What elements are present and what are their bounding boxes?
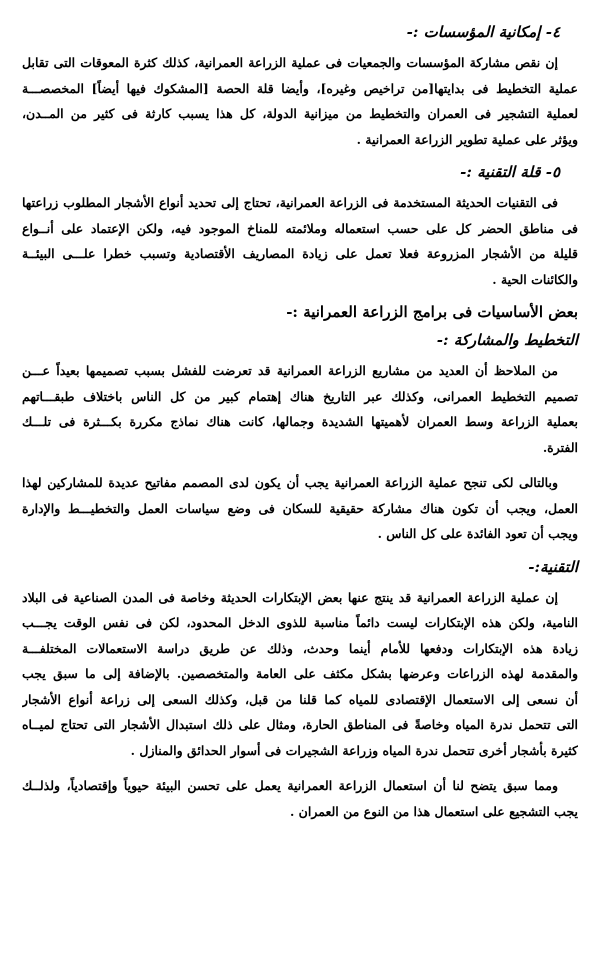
- section-heading: التقنية:-: [528, 557, 578, 576]
- section-heading: بعض الأساسيات فى برامج الزراعة العمرانية :-: [286, 303, 578, 321]
- text-line: تصميم التخطيط العمرانى، وكذلك عبر التاريخ هناك إهتمام كبير من كل الناس باختلاف طبقـــاتهم: [22, 388, 578, 404]
- text-line: فى مناطق الحضر كل على حسب استعماله وملائمته للمناخ الموجود فيه، ولكن الإعتماد على أنــواع: [22, 220, 578, 236]
- text-line: بعملية الزراعة وسط العمران لأهميتها الشديدة وجمالها، كانت هناك نماذج مكررة بكـــثرة فى تلـــك: [22, 414, 578, 429]
- text-line: ويؤثر على عملية تطوير الزراعة العمرانية .: [356, 131, 578, 147]
- text-line: وبالتالى لكى تنجح عملية الزراعة العمرانية يجب أن يكون لدى المصمم مفاتيح عديدة للمشاركين لهذا: [22, 475, 558, 490]
- text-line: إن عملية الزراعة العمرانية قد ينتج عنها بعض الإبتكارات الحديثة وخاصة فى المدن الصناعية فى البلاد: [22, 589, 558, 605]
- text-line: ومما سبق يتضح لنا أن استعمال الزراعة العمرانية يعمل على تحسن البيئة حيوياً وإقتصادياً، ولذلــك: [22, 778, 558, 793]
- paragraph: [22, 190, 578, 292]
- text-line: النامية، ولكن هذه الإبتكارات ليست دائماً مناسبة للذوى الدخل المحدود، لكن فى نفس الوقت يجـــب: [22, 615, 578, 630]
- text-line: والمقدمة لهذه الزراعات وعرضها بشكل مكثف على العامة والمتخصصين. بالإضافة إلى ما سبق يجب: [22, 666, 578, 681]
- text-line: الفترة.: [542, 439, 578, 455]
- text-line: كثيرة بأشجار أخرى تتحمل ندرة المياه وزراعة الشجيرات فى أسوار الحدائق والمنازل .: [130, 742, 578, 758]
- paragraph: [22, 470, 578, 547]
- text-line: عملية التخطيط فى بدايتها[من تراخيص وغيره]، وأيضا قلة الحصة [المشكوك فيها أيضاً] المخصصـــة: [22, 80, 578, 96]
- text-line: زيادة هذه الإبتكارات ودفعها للأمام أينما وحدث، وذلك عن طريق دراسة الاستعمالات المختلفـــة: [22, 640, 578, 656]
- paragraph: [22, 585, 578, 764]
- paragraph: [22, 773, 578, 824]
- section-heading: ٤- إمكانية المؤسسات :-: [406, 23, 560, 41]
- text-line: لعملية التشجير فى العمران والتخطيط من ميزانية الدولة، كل هذا يسبب كارثة فى كثير من المــدن،: [22, 106, 578, 121]
- text-line: قليلة من الأشجار المزروعة فعلا تعمل على زيادة المصاريف الأقتصادية وتسبب خطرا علـــى البيئــة: [22, 246, 578, 261]
- text-line: فى التقنيات الحديثة المستخدمة فى الزراعة العمرانية، تحتاج إلى تحديد أنواع الأشجار المطلوب زراعتها: [22, 195, 558, 210]
- section-heading: ٥- قلة التقنية :-: [460, 163, 560, 181]
- text-line: أن نسعى إلى الاستعمال الإقتصادى للمياه كما قلنا من قبل، وكذلك السعى إلى زراعة أنواع الأشجار: [22, 691, 578, 707]
- section-heading: التخطيط والمشاركة :-: [436, 331, 578, 349]
- text-line: ويجب أن تعود الفائدة على كل الناس .: [377, 526, 578, 541]
- text-line: يجب التشجيع على استعمال هذا من النوع من العمران .: [289, 803, 578, 819]
- text-line: من الملاحظ أن العديد من مشاريع الزراعة العمرانية قد تعرضت للفشل بسبب تصميمها بعيداً عـــن: [22, 363, 558, 378]
- text-line: العمل، ويجب أن تكون هناك مشاركة حقيقية للسكان فى وضع سياسات العمل والتخطيـــط والإدارة: [22, 500, 578, 516]
- text-line: إن نقص مشاركة المؤسسات والجمعيات فى عملية الزراعة العمرانية، كذلك كثرة المعوقات التى تقابل: [22, 55, 558, 70]
- text-line: التى تتحمل ندرة المياه وخاصةً فى المناطق الحارة، ومثال على ذلك استبدال الأشجار التى تحتاج لميــاه: [22, 717, 578, 732]
- text-line: والكائنات الحية .: [492, 271, 578, 287]
- paragraph: [22, 50, 578, 152]
- paragraph: [22, 358, 578, 460]
